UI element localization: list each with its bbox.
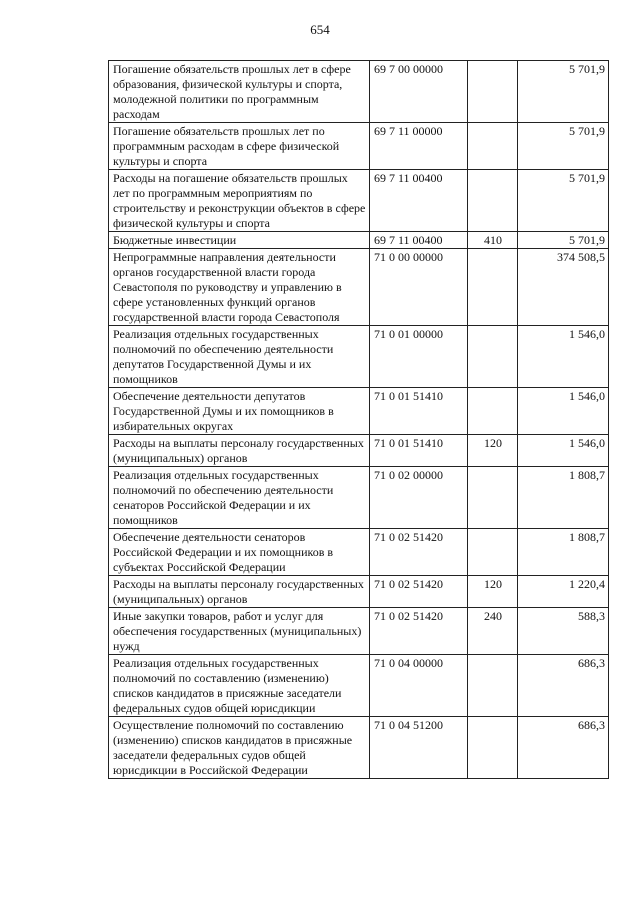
- amount: 374 508,5: [518, 249, 609, 326]
- expense-type: 120: [468, 435, 518, 467]
- expense-name: Обеспечение деятельности сенаторов Российской Федерации и их помощников в субъектах Российской Федерации: [109, 529, 370, 576]
- table-row: [109, 435, 609, 467]
- expense-type: [468, 529, 518, 576]
- page-number: 654: [310, 22, 330, 37]
- amount: 1 808,7: [518, 529, 609, 576]
- expense-type: [468, 655, 518, 717]
- table-row: [109, 608, 609, 655]
- expense-type: [468, 467, 518, 529]
- target-code: 71 0 01 51410: [370, 435, 468, 467]
- expense-type: 240: [468, 608, 518, 655]
- table-row: [109, 170, 609, 232]
- table-row: [109, 576, 609, 608]
- target-code: 71 0 00 00000: [370, 249, 468, 326]
- table-row: [109, 232, 609, 249]
- table-row: [109, 249, 609, 326]
- amount: 1 546,0: [518, 388, 609, 435]
- target-code: 71 0 01 51410: [370, 388, 468, 435]
- expense-type: [468, 326, 518, 388]
- target-code: 69 7 11 00000: [370, 123, 468, 170]
- target-code: 69 7 00 00000: [370, 61, 468, 123]
- expense-type: [468, 170, 518, 232]
- target-code: 71 0 02 00000: [370, 467, 468, 529]
- expense-name: Расходы на погашение обязательств прошлых лет по программным мероприятиям по строительству и реконструкции объектов в сфере физической культуры и спорта: [109, 170, 370, 232]
- target-code: 71 0 04 00000: [370, 655, 468, 717]
- table-row: [109, 123, 609, 170]
- amount: 1 220,4: [518, 576, 609, 608]
- table-row: [109, 529, 609, 576]
- target-code: 71 0 02 51420: [370, 608, 468, 655]
- expense-name: Расходы на выплаты персоналу государственных (муниципальных) органов: [109, 435, 370, 467]
- amount: 1 808,7: [518, 467, 609, 529]
- expense-name: Бюджетные инвестиции: [109, 232, 370, 249]
- amount: 5 701,9: [518, 232, 609, 249]
- table-row: [109, 326, 609, 388]
- amount: 686,3: [518, 717, 609, 779]
- expense-type: 120: [468, 576, 518, 608]
- expense-name: Реализация отдельных государственных полномочий по обеспечению деятельности сенаторов Российской Федерации и их помощников: [109, 467, 370, 529]
- expense-name: Погашение обязательств прошлых лет по программным расходам в сфере физической культуры и спорта: [109, 123, 370, 170]
- expense-type: [468, 388, 518, 435]
- expense-name: Осуществление полномочий по составлению (изменению) списков кандидатов в присяжные заседатели федеральных судов общей юрисдикции в Российской Федерации: [109, 717, 370, 779]
- expense-name: Обеспечение деятельности депутатов Государственной Думы и их помощников в избирательных округах: [109, 388, 370, 435]
- expense-type: [468, 717, 518, 779]
- budget-table-body: [109, 61, 609, 779]
- target-code: 69 7 11 00400: [370, 232, 468, 249]
- table-row: [109, 655, 609, 717]
- table-row: [109, 388, 609, 435]
- target-code: 71 0 04 51200: [370, 717, 468, 779]
- expense-name: Погашение обязательств прошлых лет в сфере образования, физической культуры и спорта, молодежной политики по программным расходам: [109, 61, 370, 123]
- amount: 686,3: [518, 655, 609, 717]
- budget-table: [108, 60, 609, 779]
- amount: 1 546,0: [518, 326, 609, 388]
- amount: 1 546,0: [518, 435, 609, 467]
- expense-name: Непрограммные направления деятельности органов государственной власти города Севастополя по руководству и управлению в сфере установленных функций органов государственной власти города Севастополя: [109, 249, 370, 326]
- expense-type: [468, 123, 518, 170]
- expense-name: Иные закупки товаров, работ и услуг для обеспечения государственных (муниципальных) нужд: [109, 608, 370, 655]
- expense-type: [468, 61, 518, 123]
- expense-type: [468, 249, 518, 326]
- target-code: 71 0 01 00000: [370, 326, 468, 388]
- target-code: 71 0 02 51420: [370, 576, 468, 608]
- expense-name: Реализация отдельных государственных полномочий по составлению (изменению) списков кандидатов в присяжные заседатели федеральных судов общей юрисдикции: [109, 655, 370, 717]
- table-row: [109, 467, 609, 529]
- amount: 5 701,9: [518, 123, 609, 170]
- table-row: [109, 717, 609, 779]
- amount: 5 701,9: [518, 61, 609, 123]
- expense-type: 410: [468, 232, 518, 249]
- target-code: 71 0 02 51420: [370, 529, 468, 576]
- table-row: [109, 61, 609, 123]
- amount: 588,3: [518, 608, 609, 655]
- expense-name: Реализация отдельных государственных полномочий по обеспечению деятельности депутатов Государственной Думы и их помощников: [109, 326, 370, 388]
- amount: 5 701,9: [518, 170, 609, 232]
- expense-name: Расходы на выплаты персоналу государственных (муниципальных) органов: [109, 576, 370, 608]
- target-code: 69 7 11 00400: [370, 170, 468, 232]
